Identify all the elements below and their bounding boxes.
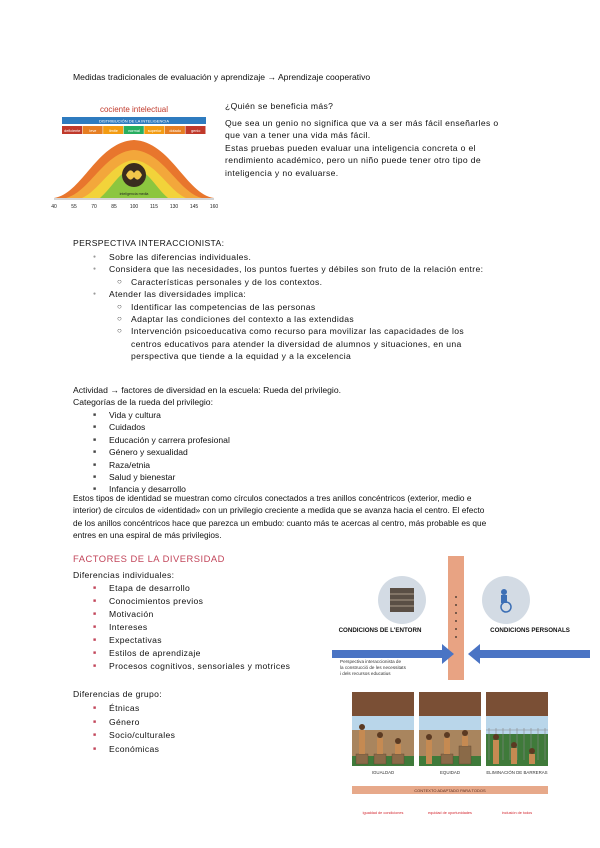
paragraph-line: Estos tipos de identidad se muestran como círculos conectados a tres anillos concéntricos (exterior, medio e [73,493,472,503]
list-item: ■ Género [109,716,309,730]
iq-tick-label: 40 [51,204,57,210]
individual-title: Diferencias individuales: [73,570,175,580]
perspective-list [109,251,589,363]
list-item: ■ Salud y bienestar [109,471,409,483]
center-bar [448,556,464,680]
list-item: ● Sobre las diferencias individuales. [109,251,589,263]
factors-heading: FACTORES DE LA DIVERSIDAD [73,553,225,564]
iq-tick-label: 145 [189,204,199,210]
paragraph-line: de los anillos concéntricos hace que parezca un embudo: cuanto más te acercas al centro, más probable es que [73,517,487,528]
iq-category-label: dotado [169,129,181,133]
list-item: ○ Intervención psicoeducativa como recurso para movilizar las capacidades de los [131,325,589,337]
interactionist-diagram [330,556,592,680]
list-item: ■ Estilos de aprendizaje [109,647,369,660]
iq-tick-label: 160 [209,204,219,210]
group-title: Diferencias de grupo: [73,689,163,699]
list-item: perspectiva que tiende a la equidad y a la excelencia [131,351,352,362]
equity-illustration [346,690,554,836]
iq-category-label: deficiente [64,129,81,133]
iq-tick-label: 70 [91,204,97,210]
iq-tick-label: 130 [169,204,179,210]
list-item: ■ Educación y carrera profesional [109,434,409,446]
list-item: ■ Expectativas [109,634,369,647]
paragraph-line: entres en una espiral de más privilegios. [73,530,222,541]
group-list [109,702,309,756]
intro-line: Estas pruebas pueden evaluar una inteligencia concreta o el [225,142,476,153]
intro-line: que van a tener una vida más fácil. [225,130,371,141]
intro-question: ¿Quién se beneficia más? [225,101,334,111]
privilege-categories [109,409,409,496]
page-title: Medidas tradicionales de evaluación y aprendizaje → Aprendizaje cooperativo [73,72,371,82]
list-item: ■ Intereses [109,621,369,634]
equity-panel [486,692,548,766]
iq-tick-label: 55 [71,204,77,210]
iq-category-label: normal [128,129,140,133]
list-item: ○ Identificar las competencias de las personas [131,301,589,313]
list-item: ○ Características personales y de los contextos. [131,276,589,288]
list-item: ■ Étnicas [109,702,309,716]
arrow-left [468,644,590,664]
iq-band-label: DISTRIBUCIÓN DE LA INTELIGENCIA [98,118,170,124]
list-item: ■ Económicas [109,743,309,757]
iq-tick-label: 115 [150,204,158,210]
intro-line: Que sea un genio no significa que va a ser más fácil enseñarles o [225,118,499,128]
list-item: ■ Conocimientos previos [109,595,369,608]
equity-banner-text: CONTEXTO ADAPTADO PARA TODOS [414,788,486,793]
iq-center-label: inteligencia media [119,192,149,196]
iq-tick-label: 100 [129,204,139,210]
list-item: ■ Raza/etnia [109,459,409,471]
caption-line: Perspectiva interaccionista de [340,659,402,664]
list-item: ● Considera que las necesidades, los puntos fuertes y débiles son fruto de la relación entre: [109,263,589,275]
equity-note: inclusión de todos [501,811,533,815]
iq-tick-label: 85 [111,204,117,210]
iq-category-label: genio [191,129,201,133]
wheelchair-icon [501,589,507,595]
activity-line: Categorías de la rueda del privilegio: [73,397,213,407]
activity-line: Actividad → factores de diversidad en la escuela: Rueda del privilegio. [73,385,341,395]
iq-category-label: superior [147,129,162,133]
list-item: ■ Socio/culturales [109,729,309,743]
list-item: ■ Etapa de desarrollo [109,582,369,595]
iq-category-label: limite [108,129,118,133]
equity-note: equidad de oportunidades [428,811,472,815]
iq-chart-title: cociente intelectual [99,105,169,114]
equity-panel [419,692,481,766]
list-item: ■ Vida y cultura [109,409,409,421]
iq-category-label: leve [89,129,97,133]
equity-label: ELIMINACIÓN DE BARRERAS [486,770,548,775]
list-item: ■ Género y sexualidad [109,446,409,458]
environment-label: CONDICIONS DE L'ENTORN [338,627,422,634]
list-item: ■ Cuidados [109,421,409,433]
list-item: ● Atender las diversidades implica: [109,288,589,300]
equity-note: igualdad de condiciones [362,811,404,815]
intro-line: inteligencia y no evaluarse. [225,167,339,178]
perspective-heading: PERSPECTIVA INTERACCIONISTA: [73,238,225,248]
equity-label: EQUIDAD [439,770,461,775]
activity-paragraph [73,492,593,542]
list-item: ■ Infancia y desarrollo [109,483,409,495]
list-item: ○ Adaptar las condiciones del contexto a las extendidas [131,313,589,325]
paragraph-line: interior) de círculos de «identidad» con un privilegio creciente a medida que se avanza hacia el centro. El efecto [73,505,485,516]
intro-paragraph [225,117,595,179]
list-item: ■ Motivación [109,608,369,621]
intro-line: rendimiento académico, pero un niño puede tener otro tipo de [225,155,482,166]
personal-label: CONDICIONS PERSONALS [490,627,570,634]
caption-line: la construcció de les necessitats [340,665,406,670]
equity-label: IGUALDAD [371,770,395,775]
list-item: centros educativos para atender la diversidad de alumnos y situaciones, en una [131,338,462,349]
list-item: ■ Procesos cognitivos, sensoriales y motrices [109,660,369,673]
equity-panel [352,692,414,766]
caption-line: i dels recursos educatius [340,671,391,676]
iq-chart [51,102,219,214]
